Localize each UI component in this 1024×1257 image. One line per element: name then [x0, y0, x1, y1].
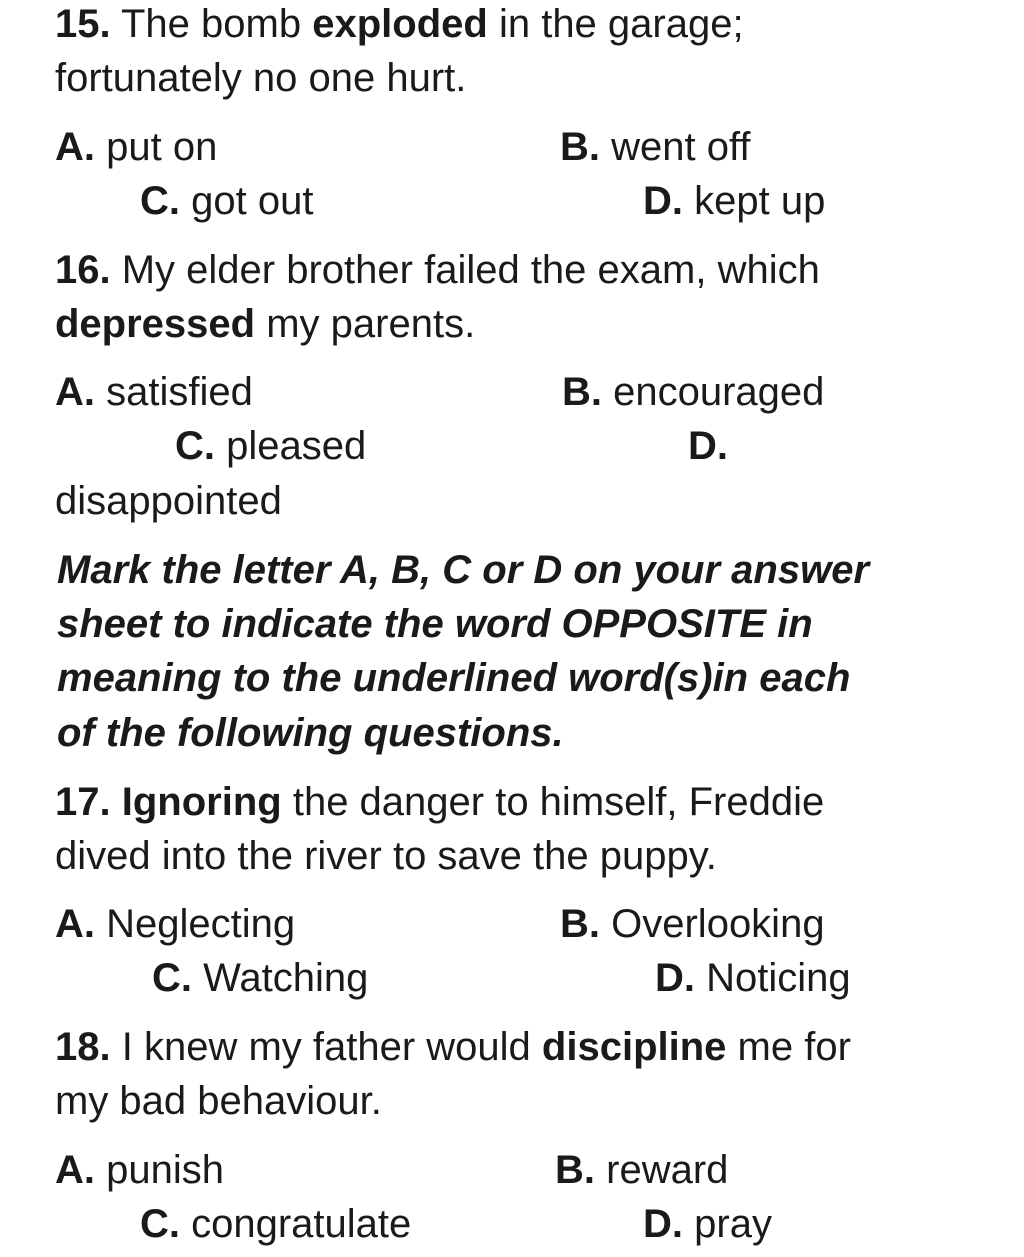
q16-option-a[interactable] [55, 372, 253, 412]
q15-stem-before: The bomb [121, 2, 302, 46]
q17-keyword: Ignoring [121, 780, 282, 824]
q18-option-d-text: pray [694, 1202, 772, 1246]
q18-option-a-text: punish [106, 1148, 224, 1192]
q15-option-a-letter: A. [55, 125, 95, 169]
q17-option-b-letter: B. [560, 902, 600, 946]
q15-stem-line1 [55, 4, 744, 44]
q18-number: 18. [55, 1025, 111, 1069]
q17-stem-line2: dived into the river to save the puppy. [55, 834, 717, 878]
instruction-line1: Mark the letter A, B, C or D on your answer [57, 548, 870, 592]
q16-option-b-text: encouraged [613, 370, 825, 414]
q18-option-a-letter: A. [55, 1148, 95, 1192]
q18-keyword: discipline [541, 1025, 727, 1069]
q17-option-a[interactable] [55, 904, 295, 944]
q18-stem-after: me for [737, 1025, 851, 1069]
q15-stem-line2: fortunately no one hurt. [55, 56, 467, 100]
q17-option-a-text: Neglecting [106, 902, 296, 946]
q15-option-d[interactable] [643, 181, 825, 221]
q16-option-a-text: satisfied [106, 370, 253, 414]
q17-stem-after: the danger to himself, Freddie [292, 780, 825, 824]
q16-option-c-text: pleased [226, 424, 367, 468]
q18-option-c[interactable] [140, 1204, 411, 1244]
q17-option-a-letter: A. [55, 902, 95, 946]
q16-stem-line1 [55, 250, 820, 290]
q18-stem-before: I knew my father would [121, 1025, 531, 1069]
q17-option-b-text: Overlooking [611, 902, 825, 946]
q17-option-c-letter: C. [152, 956, 192, 1000]
q15-option-d-text: kept up [694, 179, 826, 223]
q17-option-c-text: Watching [203, 956, 369, 1000]
q18-option-b-letter: B. [555, 1148, 595, 1192]
q16-option-d-text[interactable]: disappointed [55, 479, 282, 523]
q16-stem-line2 [55, 304, 475, 344]
q15-number: 15. [55, 2, 111, 46]
q16-option-c[interactable] [175, 426, 366, 466]
q16-option-b[interactable] [562, 372, 824, 412]
q15-option-c[interactable] [140, 181, 313, 221]
q18-option-c-letter: C. [140, 1202, 180, 1246]
instruction-line3: meaning to the underlined word(s)in each [57, 656, 851, 700]
q17-option-c[interactable] [152, 958, 368, 998]
q18-option-d-letter: D. [643, 1202, 683, 1246]
q16-option-a-letter: A. [55, 370, 95, 414]
q15-option-c-letter: C. [140, 179, 180, 223]
instruction-line2: sheet to indicate the word OPPOSITE in [57, 602, 813, 646]
q18-option-b[interactable] [555, 1150, 728, 1190]
q16-option-d-letter[interactable]: D. [688, 424, 728, 468]
q18-option-a[interactable] [55, 1150, 224, 1190]
q16-stem-after: my parents. [266, 302, 476, 346]
q16-option-b-letter: B. [562, 370, 602, 414]
q16-number: 16. [55, 248, 111, 292]
q15-keyword: exploded [312, 2, 488, 46]
q15-option-b-letter: B. [560, 125, 600, 169]
q17-stem-line1 [55, 782, 824, 822]
q18-option-b-text: reward [606, 1148, 729, 1192]
q15-option-d-letter: D. [643, 179, 683, 223]
q16-keyword: depressed [55, 302, 256, 346]
q16-option-c-letter: C. [175, 424, 215, 468]
q16-stem-text: My elder brother failed the exam, which [121, 248, 820, 292]
q15-option-c-text: got out [191, 179, 314, 223]
q17-option-d-letter: D. [655, 956, 695, 1000]
q18-stem-line1 [55, 1027, 851, 1067]
q17-option-b[interactable] [560, 904, 825, 944]
q18-option-c-text: congratulate [191, 1202, 412, 1246]
q15-stem-after: in the garage; [498, 2, 744, 46]
q17-option-d-text: Noticing [706, 956, 851, 1000]
q17-number: 17. [55, 780, 111, 824]
instruction-line4: of the following questions. [57, 711, 564, 755]
q15-option-b-text: went off [611, 125, 751, 169]
q15-option-b[interactable] [560, 127, 750, 167]
q15-option-a-text: put on [106, 125, 218, 169]
q17-option-d[interactable] [655, 958, 851, 998]
q18-stem-line2: my bad behaviour. [55, 1079, 382, 1123]
q15-option-a[interactable] [55, 127, 217, 167]
q18-option-d[interactable] [643, 1204, 772, 1244]
